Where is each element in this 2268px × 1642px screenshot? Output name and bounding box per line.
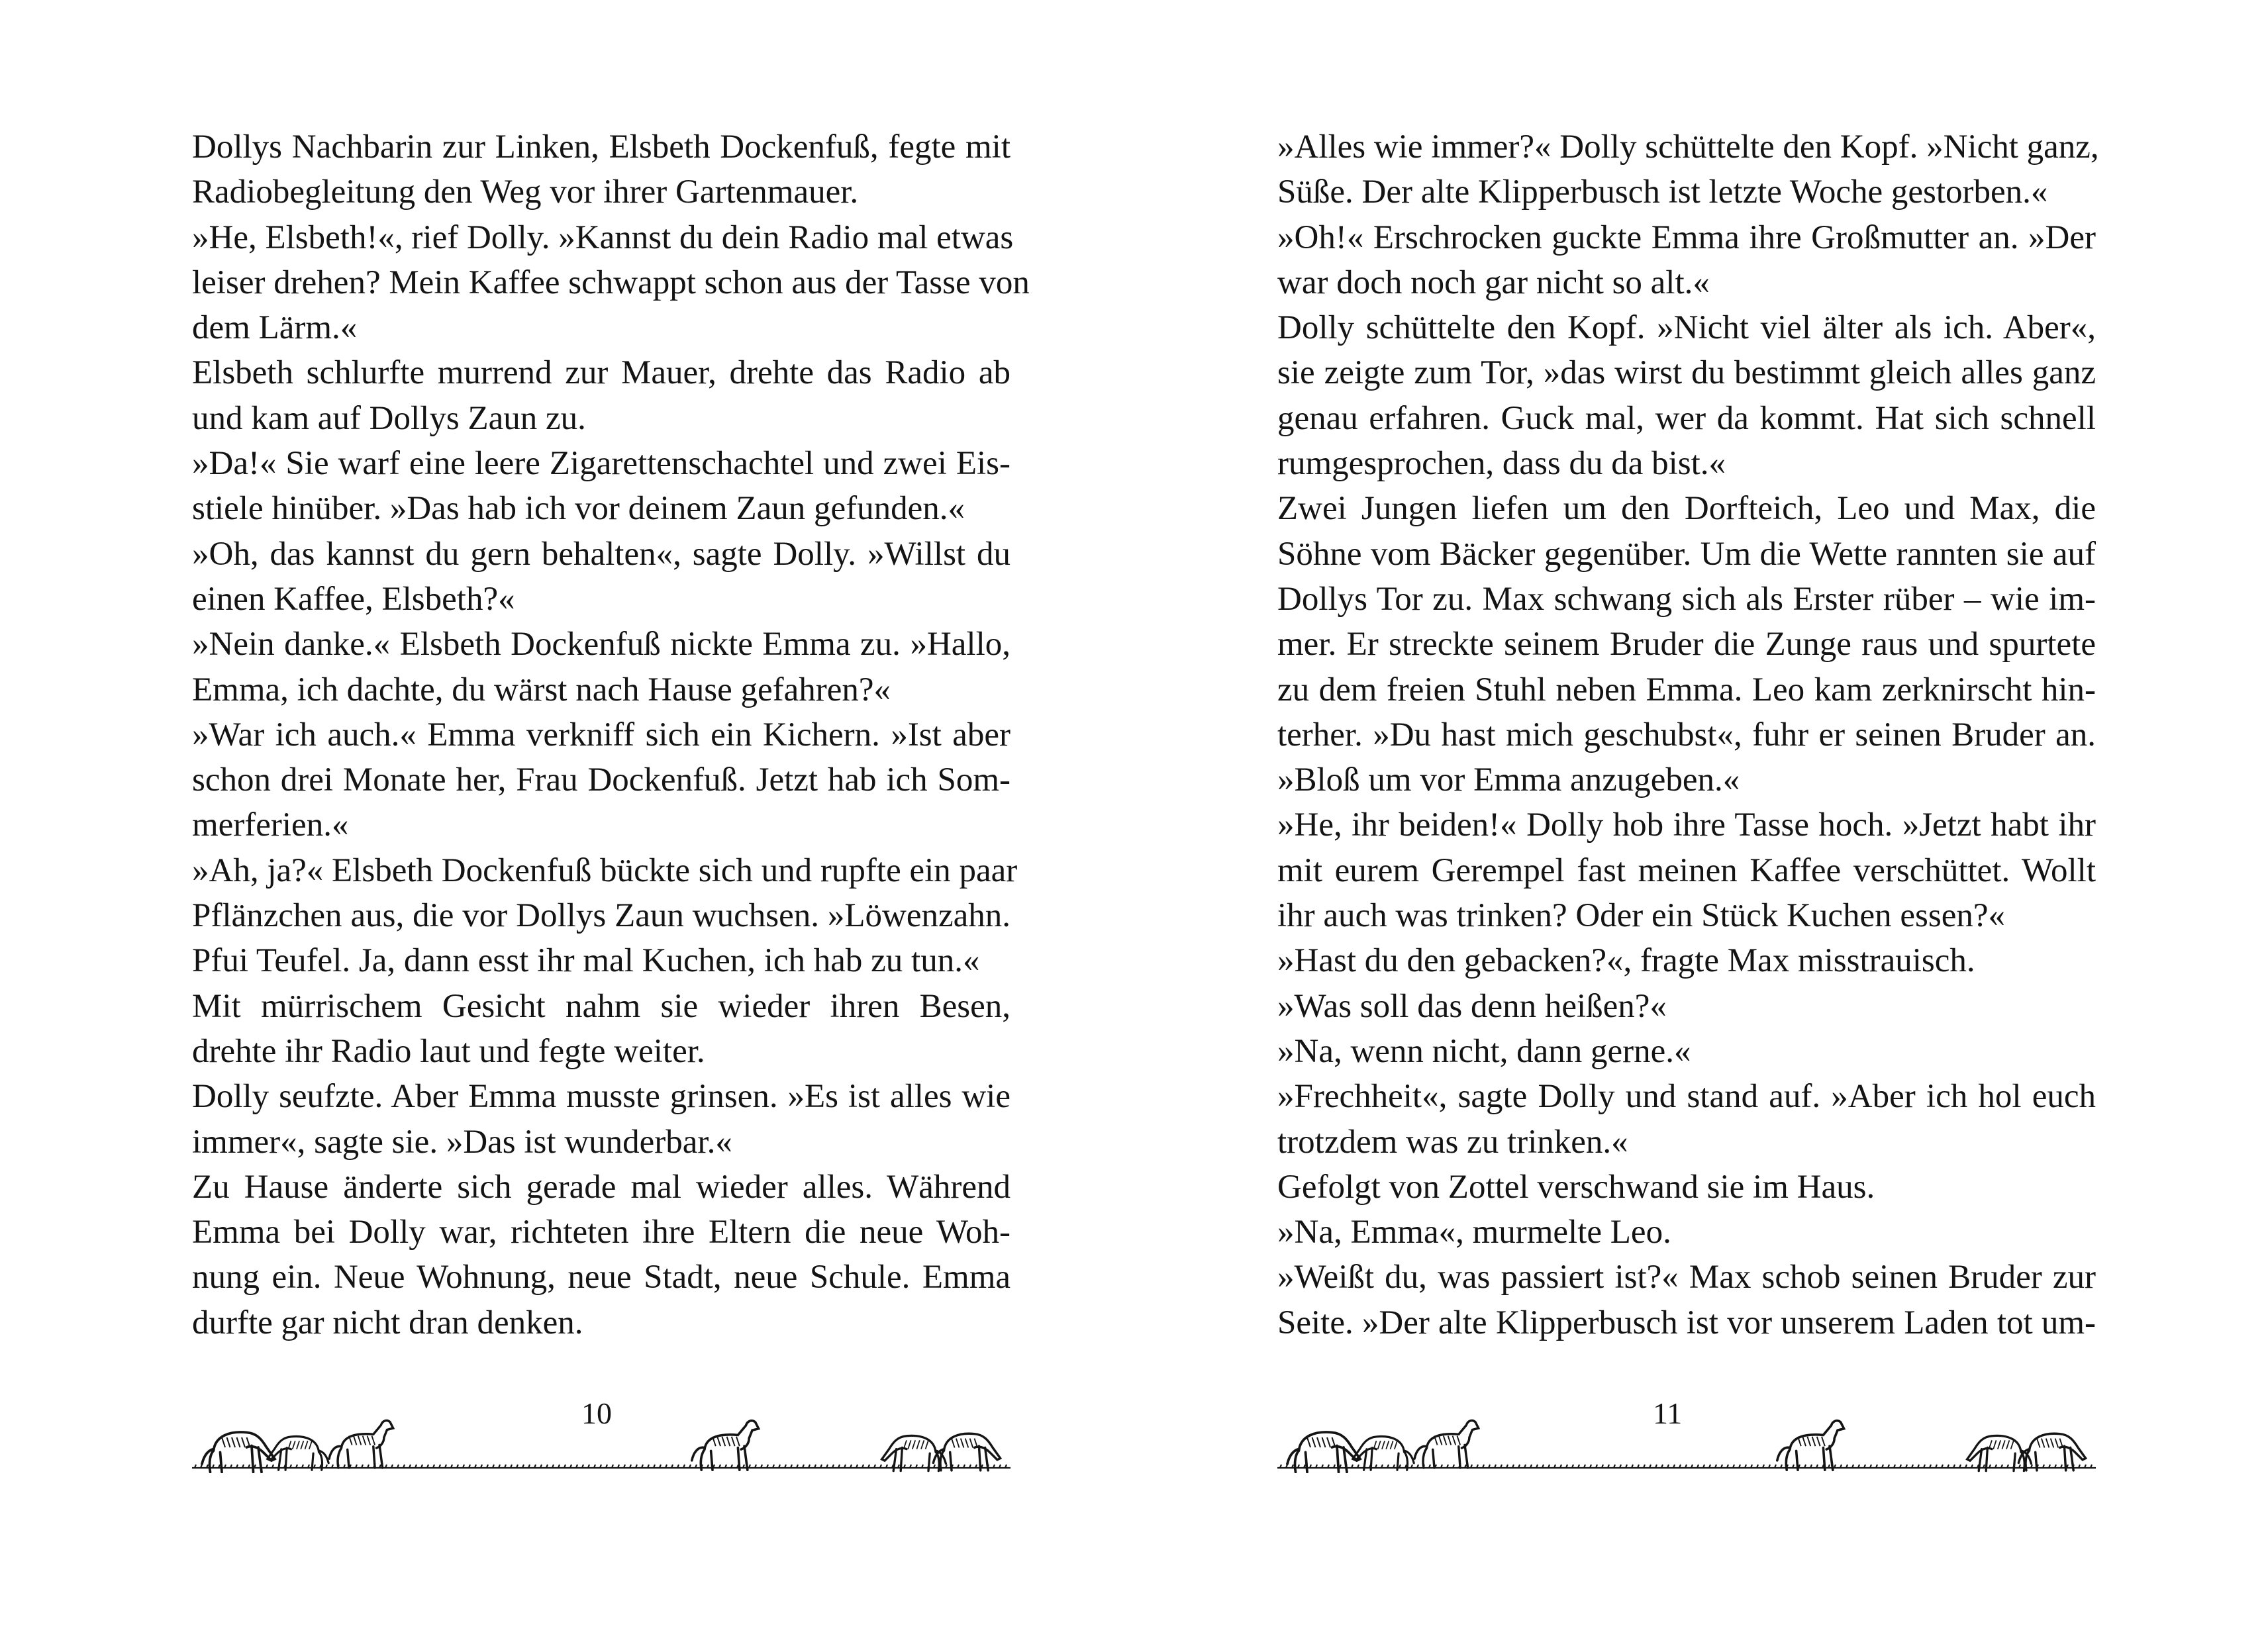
text-line: »Weißt du, was passiert ist?« Max schob seinen Bruder zur [1277, 1259, 2096, 1296]
text-line: nung ein. Neue Wohnung, neue Stadt, neue Schule. Emma [192, 1259, 1011, 1296]
text-line: Radiobegleitung den Weg vor ihrer Gartenmauer. [192, 173, 859, 211]
text-line: mit eurem Gerempel fast meinen Kaffee verschüttet. Wollt [1277, 851, 2096, 889]
text-line: stiele hinüber. »Das hab ich vor deinem Zaun gefunden.« [192, 490, 965, 528]
horse-figure [2018, 1433, 2085, 1471]
text-line: sie zeigte zum Tor, »das wirst du bestimmt gleich alles ganz [1277, 354, 2096, 392]
text-line: immer«, sagte sie. »Das ist wunderbar.« [192, 1123, 732, 1161]
text-line: »Hast du den gebacken?«, fragte Max misstrauisch. [1277, 942, 1975, 980]
text-line: durfte gar nicht dran denken. [192, 1304, 583, 1341]
text-line: »Da!« Sie warf eine leere Zigarettenschachtel und zwei Eis- [192, 445, 1011, 483]
text-line: »Ah, ja?« Elsbeth Dockenfuß bückte sich und rupfte ein paar [192, 851, 1018, 889]
text-line: »He, Elsbeth!«, rief Dolly. »Kannst du dein Radio mal etwas [192, 218, 1014, 256]
right-page-footer [1277, 1394, 2096, 1473]
left-page-footer [192, 1394, 1011, 1473]
text-line: rumgesprochen, dass du da bist.« [1277, 445, 1726, 483]
text-line: Dolly schüttelte den Kopf. »Nicht viel älter als ich. Aber«, [1277, 309, 2096, 347]
horse-border-illustration [192, 1414, 1011, 1473]
text-line: »Oh!« Erschrocken guckte Emma ihre Großmutter an. »Der [1277, 218, 2096, 256]
left-page-text [192, 124, 1030, 1345]
text-line: trotzdem was zu trinken.« [1277, 1123, 1628, 1161]
text-line: »He, ihr beiden!« Dolly hob ihre Tasse hoch. »Jetzt habt ihr [1277, 806, 2096, 844]
text-line: »Oh, das kannst du gern behalten«, sagte Dolly. »Willst du [192, 535, 1011, 573]
text-line: »Alles wie immer?« Dolly schüttelte den Kopf. »Nicht ganz, [1277, 128, 2099, 166]
right-page-text [1277, 124, 2099, 1345]
text-line: Dollys Nachbarin zur Linken, Elsbeth Dockenfuß, fegte mit [192, 128, 1011, 166]
text-line: »Nein danke.« Elsbeth Dockenfuß nickte Emma zu. »Hallo, [192, 626, 1011, 663]
text-line: »Frechheit«, sagte Dolly und stand auf. »Aber ich hol euch [1277, 1078, 2096, 1116]
text-line: Süße. Der alte Klipperbusch ist letzte Woche gestorben.« [1277, 173, 2048, 211]
horse-figure [268, 1437, 328, 1471]
text-line: terher. »Du hast mich geschubst«, fuhr er seinen Bruder an. [1277, 716, 2096, 753]
text-line: war doch noch gar nicht so alt.« [1277, 264, 1710, 301]
right-page [1134, 0, 2267, 1642]
horse-figure [329, 1421, 393, 1468]
text-line: genau erfahren. Guck mal, wer da kommt. Hat sich schnell [1277, 399, 2096, 437]
horse-figure [1414, 1421, 1479, 1468]
page-number: 11 [1653, 1396, 1683, 1430]
text-line: Mit mürrischem Gesicht nahm sie wieder ihren Besen, [192, 987, 1011, 1025]
grass-ground-line [192, 1465, 1011, 1468]
text-line: leiser drehen? Mein Kaffee schwappt schon aus der Tasse von [192, 264, 1030, 301]
text-line: Elsbeth schlurfte murrend zur Mauer, drehte das Radio ab [192, 354, 1011, 392]
text-line: merferien.« [192, 806, 349, 844]
text-line: und kam auf Dollys Zaun zu. [192, 399, 586, 437]
text-line: Zu Hause änderte sich gerade mal wieder alles. Während [192, 1168, 1011, 1206]
text-line: Zwei Jungen liefen um den Dorfteich, Leo und Max, die [1277, 490, 2096, 528]
text-line: Emma, ich dachte, du wärst nach Hause gefahren?« [192, 671, 891, 708]
horse-figure [692, 1421, 759, 1470]
text-line: Pflänzchen aus, die vor Dollys Zaun wuchsen. »Löwenzahn. [192, 897, 1011, 935]
text-line: drehte ihr Radio laut und fegte weiter. [192, 1032, 705, 1070]
text-line: zu dem freien Stuhl neben Emma. Leo kam zerknirscht hin- [1277, 671, 2096, 708]
text-line: Söhne vom Bäcker gegenüber. Um die Wette rannten sie auf [1277, 535, 2096, 573]
horse-border-illustration [1277, 1414, 2096, 1473]
text-line: dem Lärm.« [192, 309, 358, 347]
text-line: Gefolgt von Zottel verschwand sie im Haus. [1277, 1168, 1875, 1206]
text-line: ihr auch was trinken? Oder ein Stück Kuchen essen?« [1277, 897, 2005, 935]
horse-figure [1353, 1437, 1414, 1471]
text-line: Emma bei Dolly war, richteten ihre Eltern die neue Woh- [192, 1214, 1011, 1251]
text-line: »Bloß um vor Emma anzugeben.« [1277, 761, 1740, 799]
text-line: einen Kaffee, Elsbeth?« [192, 580, 515, 618]
text-line: »Was soll das denn heißen?« [1277, 987, 1667, 1025]
grass-ground-line [1277, 1465, 2096, 1468]
text-line: Pfui Teufel. Ja, dann esst ihr mal Kuchen, ich hab zu tun.« [192, 942, 980, 980]
page-number: 10 [581, 1396, 612, 1430]
text-line: »Na, wenn nicht, dann gerne.« [1277, 1032, 1691, 1070]
horse-figure [933, 1433, 1000, 1471]
text-line: mer. Er streckte seinem Bruder die Zunge raus und spurtete [1277, 626, 2096, 663]
text-line: schon drei Monate her, Frau Dockenfuß. Jetzt hab ich Som- [192, 761, 1011, 799]
text-line: Dolly seufzte. Aber Emma musste grinsen. »Es ist alles wie [192, 1078, 1011, 1116]
text-line: Seite. »Der alte Klipperbusch ist vor unserem Laden tot um- [1277, 1304, 2096, 1341]
horse-figure [1777, 1421, 1844, 1470]
text-line: Dollys Tor zu. Max schwang sich als Erster rüber – wie im- [1277, 580, 2096, 618]
text-line: »War ich auch.« Emma verkniff sich ein Kichern. »Ist aber [192, 716, 1011, 753]
text-line: »Na, Emma«, murmelte Leo. [1277, 1214, 1671, 1251]
